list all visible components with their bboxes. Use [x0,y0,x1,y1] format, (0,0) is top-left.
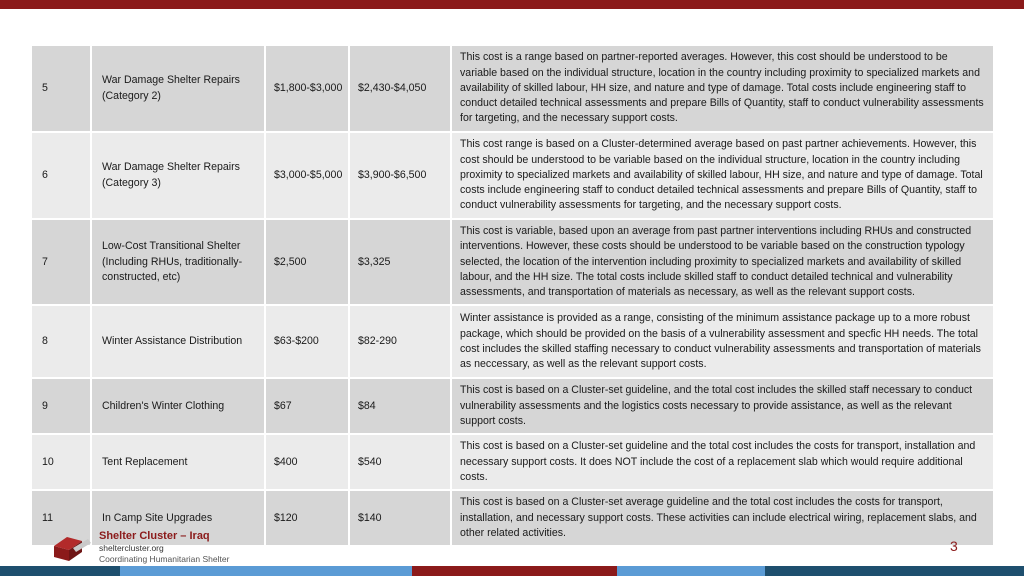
bottom-bar-segment [0,566,120,576]
cost-description: This cost range is based on a Cluster-determined average based on past partner achievements. However, this cost should be understood to be variable based on the individual structure, location in the country including proximity to specialized markets and availability of skilled labour, HH size, and nature and type of damage. Total costs include engineering staff to conduct detailed technical assessments and prepare Bills of Quantity, staff to conduct vulnerability assessments for targeting, and the necessary support costs. [451,132,994,219]
bottom-color-bar [0,566,1024,576]
activity-name: Low-Cost Transitional Shelter (Including RHUs, traditionally-constructed, etc) [91,219,265,305]
organization-name: Shelter Cluster – Iraq [99,530,210,542]
cost-low: $63-$200 [265,305,349,378]
footer-organization [99,530,229,565]
row-number: 5 [31,45,91,132]
cost-high: $540 [349,434,451,490]
page-number: 3 [950,538,958,554]
cost-low: $120 [265,490,349,546]
cost-description: This cost is based on a Cluster-set guideline, and the total cost includes the skilled staff necessary to conduct vulnerability assessments and the logistics costs necessary to provide assistance, as well as the relevant support costs. [451,378,994,434]
activity-name: Children's Winter Clothing [91,378,265,434]
organization-tagline: Coordinating Humanitarian Shelter [99,554,230,564]
bottom-bar-segment [617,566,765,576]
activity-name: War Damage Shelter Repairs (Category 2) [91,45,265,132]
table-row [31,305,994,378]
activity-name: War Damage Shelter Repairs (Category 3) [91,132,265,219]
top-accent-bar [0,0,1024,9]
organization-website: sheltercluster.org [99,543,164,553]
row-number: 9 [31,378,91,434]
activity-name: Winter Assistance Distribution [91,305,265,378]
cost-description: This cost is a range based on partner-reported averages. However, this cost should be understood to be variable based on the individual structure, location in the country including proximity to specialized markets and availability of skilled labour, HH size, and nature and type of damage. Total costs include engineering staff to conduct detailed technical assessments and prepare Bills of Quantity, staff to conduct vulnerability assessments for targeting, and the necessary support costs. [451,45,994,132]
row-number: 6 [31,132,91,219]
cost-description: Winter assistance is provided as a range, consisting of the minimum assistance package up to a more robust package, which should be provided on the basis of a vulnerability assessment and specfic HH needs. The total cost includes the skilled staffing necessary to conduct vulnerability assessments and transportation of materials as neccessary, as well as the relevant support costs. [451,305,994,378]
table-row [31,219,994,305]
cost-low: $2,500 [265,219,349,305]
cost-high: $84 [349,378,451,434]
row-number: 7 [31,219,91,305]
table-row [31,434,994,490]
cost-high: $82-290 [349,305,451,378]
table-row [31,132,994,219]
activity-name: In Camp Site Upgrades [91,490,265,546]
cost-description: This cost is based on a Cluster-set guideline and the total cost includes the costs for transport, installation and necessary support costs. It does NOT include the cost of a replacement slab which would require additional costs. [451,434,994,490]
table-row [31,45,994,132]
row-number: 10 [31,434,91,490]
shelter-cost-table [30,44,995,547]
cost-description: This cost is based on a Cluster-set average guideline and the total cost includes the costs for transport, installation, and necessary support costs. These activities can include electrical wiring, replacement slabs, and other related activities. [451,490,994,546]
bottom-bar-segment [120,566,412,576]
table-row [31,378,994,434]
cost-high: $2,430-$4,050 [349,45,451,132]
cost-low: $1,800-$3,000 [265,45,349,132]
shelter-cluster-logo-icon [52,534,92,562]
cost-high: $3,900-$6,500 [349,132,451,219]
activity-name: Tent Replacement [91,434,265,490]
cost-low: $400 [265,434,349,490]
row-number: 8 [31,305,91,378]
cost-low: $67 [265,378,349,434]
bottom-bar-segment [412,566,617,576]
cost-high: $3,325 [349,219,451,305]
cost-low: $3,000-$5,000 [265,132,349,219]
row-number: 11 [31,490,91,546]
cost-high: $140 [349,490,451,546]
bottom-bar-segment [765,566,1024,576]
cost-description: This cost is variable, based upon an average from past partner interventions including RHUs and constructed interventions. However, these costs should be understood to be variable based on the construction typology selected, the location of the intervention including proximity to specialized markets and availability of skilled labour, and the HH size. The total costs include skilled staff to conduct detailed technical and vulnerability assessments, and transportation of materials as necessary, as well as the relevant support costs. [451,219,994,305]
